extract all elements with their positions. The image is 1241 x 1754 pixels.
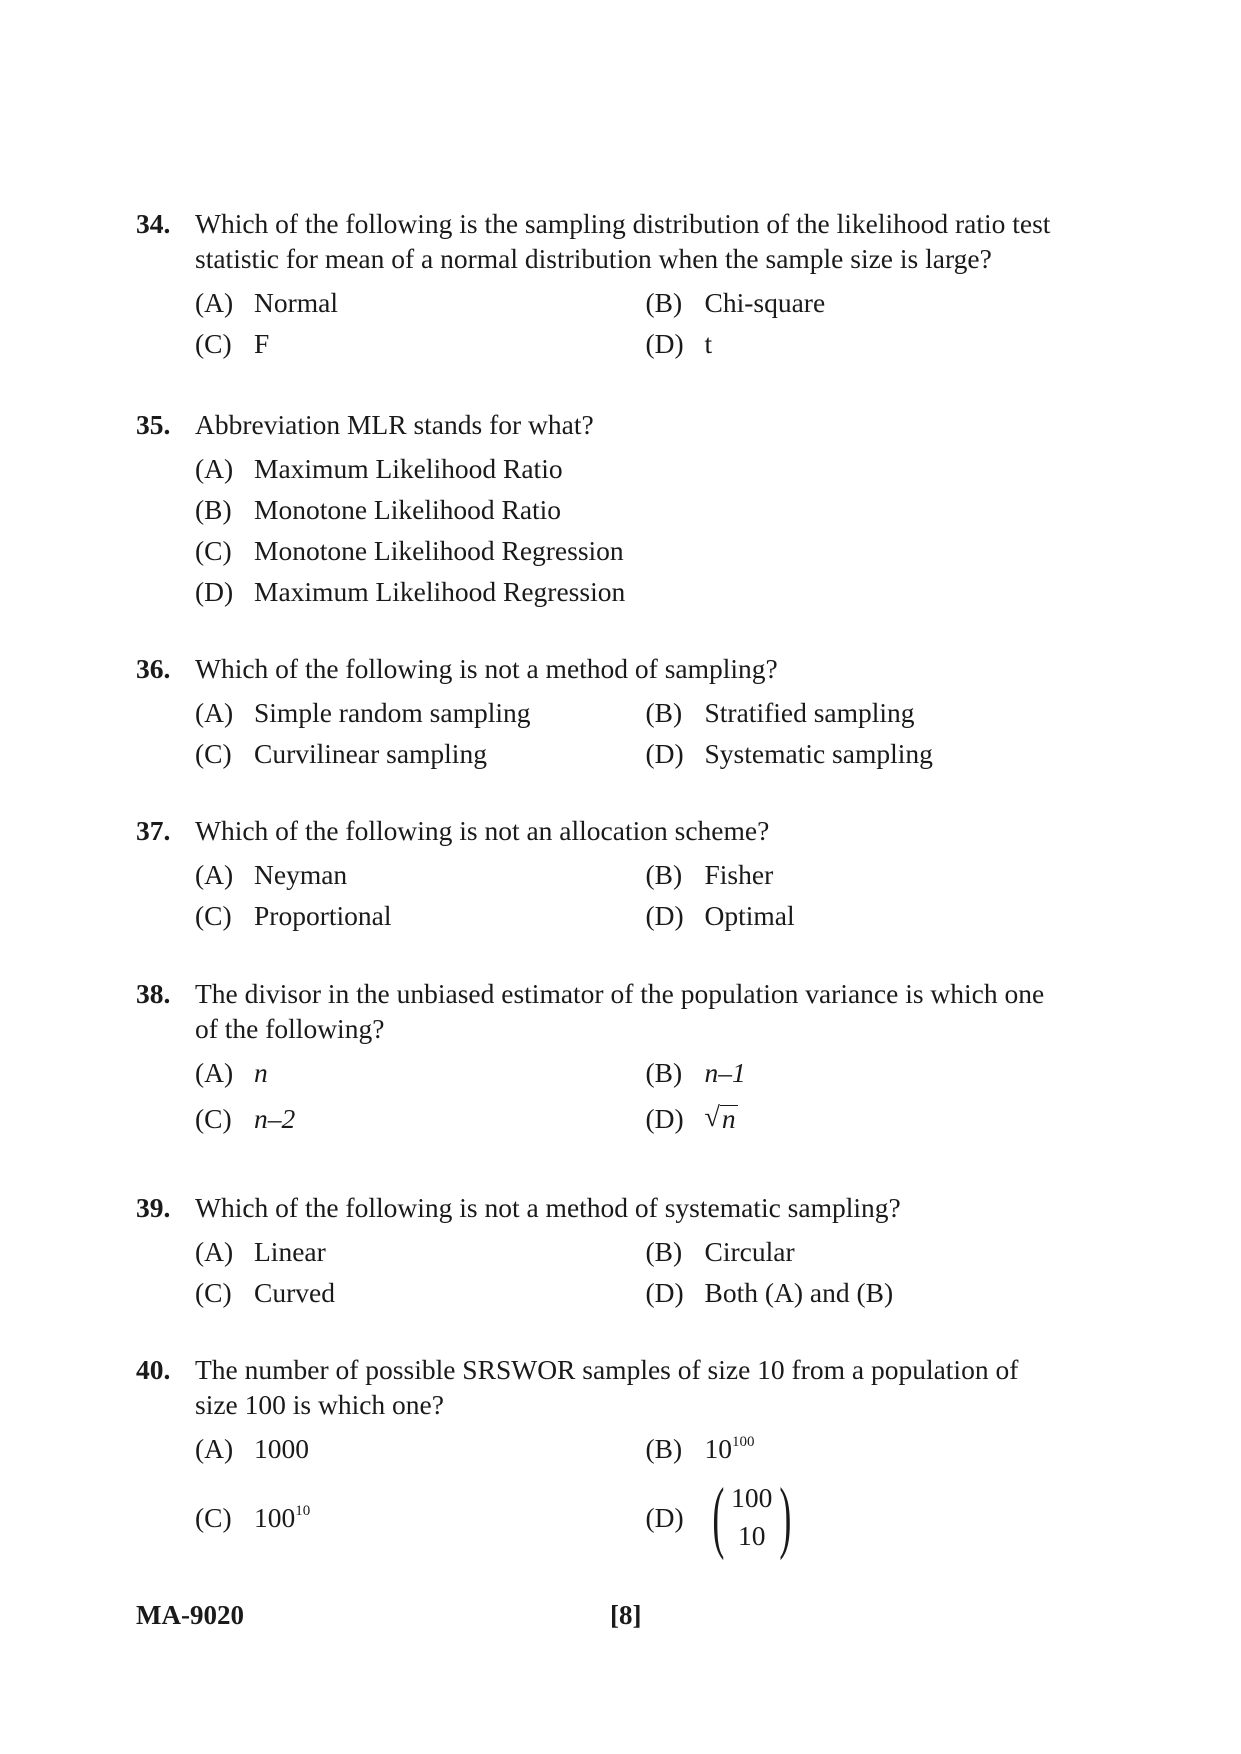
question-text: The number of possible SRSWOR samples of size 10 from a population of bbox=[195, 1354, 1019, 1385]
option-text: Linear bbox=[254, 1236, 326, 1267]
options bbox=[136, 854, 1096, 936]
option-text: n bbox=[254, 1057, 268, 1088]
question-number: 39. bbox=[136, 1192, 171, 1223]
options bbox=[136, 282, 1096, 364]
option-d bbox=[646, 1101, 1097, 1136]
option-label: (A) bbox=[195, 1057, 234, 1088]
option-d bbox=[646, 898, 1097, 933]
option-a bbox=[195, 285, 646, 320]
option-d bbox=[646, 736, 1097, 771]
square-root-expression bbox=[705, 1104, 738, 1132]
option-d bbox=[646, 326, 1097, 361]
option-a bbox=[195, 1234, 646, 1269]
question-text: Which of the following is not an allocation scheme? bbox=[195, 815, 770, 846]
option-text: 1000 bbox=[254, 1433, 309, 1464]
left-paren: ( bbox=[711, 1473, 724, 1561]
exponent: 10 bbox=[295, 1502, 311, 1519]
option-a bbox=[195, 1055, 646, 1090]
option-text: Maximum Likelihood Regression bbox=[254, 576, 626, 607]
option-d bbox=[646, 1275, 1097, 1310]
option-label: (B) bbox=[195, 494, 232, 525]
question-number: 38. bbox=[136, 978, 171, 1009]
base: 10 bbox=[704, 1433, 732, 1464]
option-label: (C) bbox=[195, 1102, 232, 1134]
option-text: n–2 bbox=[254, 1102, 296, 1134]
option-label: (B) bbox=[645, 287, 683, 318]
option-label: (A) bbox=[195, 287, 234, 318]
option-text: Maximum Likelihood Ratio bbox=[254, 453, 563, 484]
option-label: (D) bbox=[645, 328, 684, 359]
binomial-bottom: 10 bbox=[738, 1520, 766, 1551]
option-label: (C) bbox=[195, 1277, 232, 1308]
option-d bbox=[645, 1473, 1097, 1561]
question-36 bbox=[136, 651, 1096, 774]
option-label: (C) bbox=[195, 328, 232, 359]
base: 100 bbox=[254, 1501, 296, 1533]
option-label: (B) bbox=[645, 1057, 683, 1088]
option-b bbox=[646, 857, 1097, 892]
option-text: Stratified sampling bbox=[704, 697, 915, 728]
question-text-continued: statistic for mean of a normal distribution when the sample size is large? bbox=[195, 243, 992, 274]
question-34 bbox=[136, 206, 1096, 364]
option-label: (B) bbox=[645, 697, 683, 728]
option-text: Systematic sampling bbox=[704, 738, 933, 769]
option-text: Both (A) and (B) bbox=[704, 1277, 894, 1308]
options bbox=[136, 1231, 1096, 1313]
option-label: (D) bbox=[645, 1102, 684, 1134]
option-label: (B) bbox=[645, 859, 683, 890]
option-text bbox=[254, 1500, 310, 1535]
option-c bbox=[195, 1101, 646, 1136]
option-text: Curvilinear sampling bbox=[254, 738, 487, 769]
question-35 bbox=[136, 407, 1096, 612]
question-39 bbox=[136, 1190, 1096, 1313]
right-paren: ) bbox=[779, 1473, 792, 1561]
option-text: Chi-square bbox=[704, 287, 826, 318]
option-text bbox=[705, 1431, 755, 1466]
option-text: Proportional bbox=[254, 900, 392, 931]
question-text: Which of the following is not a method of systematic sampling? bbox=[195, 1192, 901, 1223]
question-text-continued: of the following? bbox=[195, 1013, 385, 1044]
option-label: (D) bbox=[645, 900, 684, 931]
options bbox=[136, 448, 1096, 612]
options bbox=[136, 692, 1096, 774]
question-text: Abbreviation MLR stands for what? bbox=[195, 409, 594, 440]
option-label: (D) bbox=[645, 1501, 684, 1533]
option-a bbox=[195, 1431, 646, 1466]
binomial-top: 100 bbox=[731, 1482, 773, 1513]
options bbox=[136, 1428, 1096, 1565]
option-a bbox=[195, 857, 646, 892]
option-text: n–1 bbox=[704, 1057, 746, 1088]
option-label: (A) bbox=[195, 1433, 234, 1464]
option-b bbox=[646, 1431, 1097, 1466]
question-38 bbox=[136, 976, 1096, 1143]
option-label: (B) bbox=[645, 1433, 683, 1464]
option-text: Neyman bbox=[254, 859, 348, 890]
option-label: (B) bbox=[645, 1236, 683, 1267]
question-37 bbox=[136, 813, 1096, 936]
option-label: (C) bbox=[195, 1501, 232, 1533]
radical-sign: √ bbox=[704, 1102, 720, 1133]
question-text: Which of the following is not a method of sampling? bbox=[195, 653, 778, 684]
option-b bbox=[646, 1055, 1097, 1090]
option-label: (C) bbox=[195, 900, 232, 931]
option-label: (A) bbox=[195, 453, 234, 484]
option-text: F bbox=[254, 328, 270, 359]
option-a bbox=[195, 451, 1095, 486]
option-text: Fisher bbox=[704, 859, 774, 890]
option-c bbox=[195, 736, 646, 771]
option-text: Normal bbox=[254, 287, 339, 318]
option-c bbox=[195, 326, 646, 361]
question-text: The divisor in the unbiased estimator of the population variance is which one bbox=[195, 978, 1045, 1009]
paper-code: MA-9020 bbox=[136, 1600, 244, 1630]
option-b bbox=[195, 492, 1095, 527]
option-text: n bbox=[721, 1103, 736, 1134]
option-label: (A) bbox=[195, 859, 234, 890]
option-text: Monotone Likelihood Regression bbox=[254, 535, 624, 566]
option-label: (C) bbox=[195, 738, 232, 769]
option-label: (D) bbox=[645, 1277, 684, 1308]
option-b bbox=[646, 285, 1097, 320]
option-text: Circular bbox=[704, 1236, 795, 1267]
options bbox=[136, 1052, 1096, 1143]
option-text: Curved bbox=[254, 1277, 335, 1308]
page-number: [8] bbox=[610, 1600, 642, 1630]
question-text: Which of the following is the sampling distribution of the likelihood ratio test bbox=[195, 208, 1051, 239]
option-c bbox=[195, 533, 1095, 568]
question-number: 40. bbox=[136, 1354, 171, 1385]
option-label: (D) bbox=[645, 738, 684, 769]
question-text-continued: size 100 is which one? bbox=[195, 1389, 444, 1420]
option-text: Monotone Likelihood Ratio bbox=[254, 494, 562, 525]
exponent: 100 bbox=[732, 1434, 755, 1450]
option-text: Simple random sampling bbox=[254, 697, 531, 728]
question-40 bbox=[136, 1352, 1096, 1565]
option-label: (A) bbox=[195, 1236, 234, 1267]
question-number: 37. bbox=[136, 815, 171, 846]
option-label: (A) bbox=[195, 697, 234, 728]
option-c bbox=[195, 898, 646, 933]
option-label: (D) bbox=[195, 576, 234, 607]
option-text: Optimal bbox=[704, 900, 795, 931]
question-number: 35. bbox=[136, 409, 171, 440]
question-number: 36. bbox=[136, 653, 171, 684]
option-label: (C) bbox=[195, 535, 232, 566]
option-c bbox=[195, 1500, 646, 1535]
binomial-stack bbox=[731, 1479, 772, 1555]
option-a bbox=[195, 695, 646, 730]
option-text: t bbox=[704, 328, 713, 359]
question-number: 34. bbox=[136, 208, 171, 239]
option-b bbox=[646, 1234, 1097, 1269]
binomial-coefficient bbox=[705, 1473, 800, 1561]
option-d bbox=[195, 574, 1095, 609]
option-c bbox=[195, 1275, 646, 1310]
option-b bbox=[646, 695, 1097, 730]
